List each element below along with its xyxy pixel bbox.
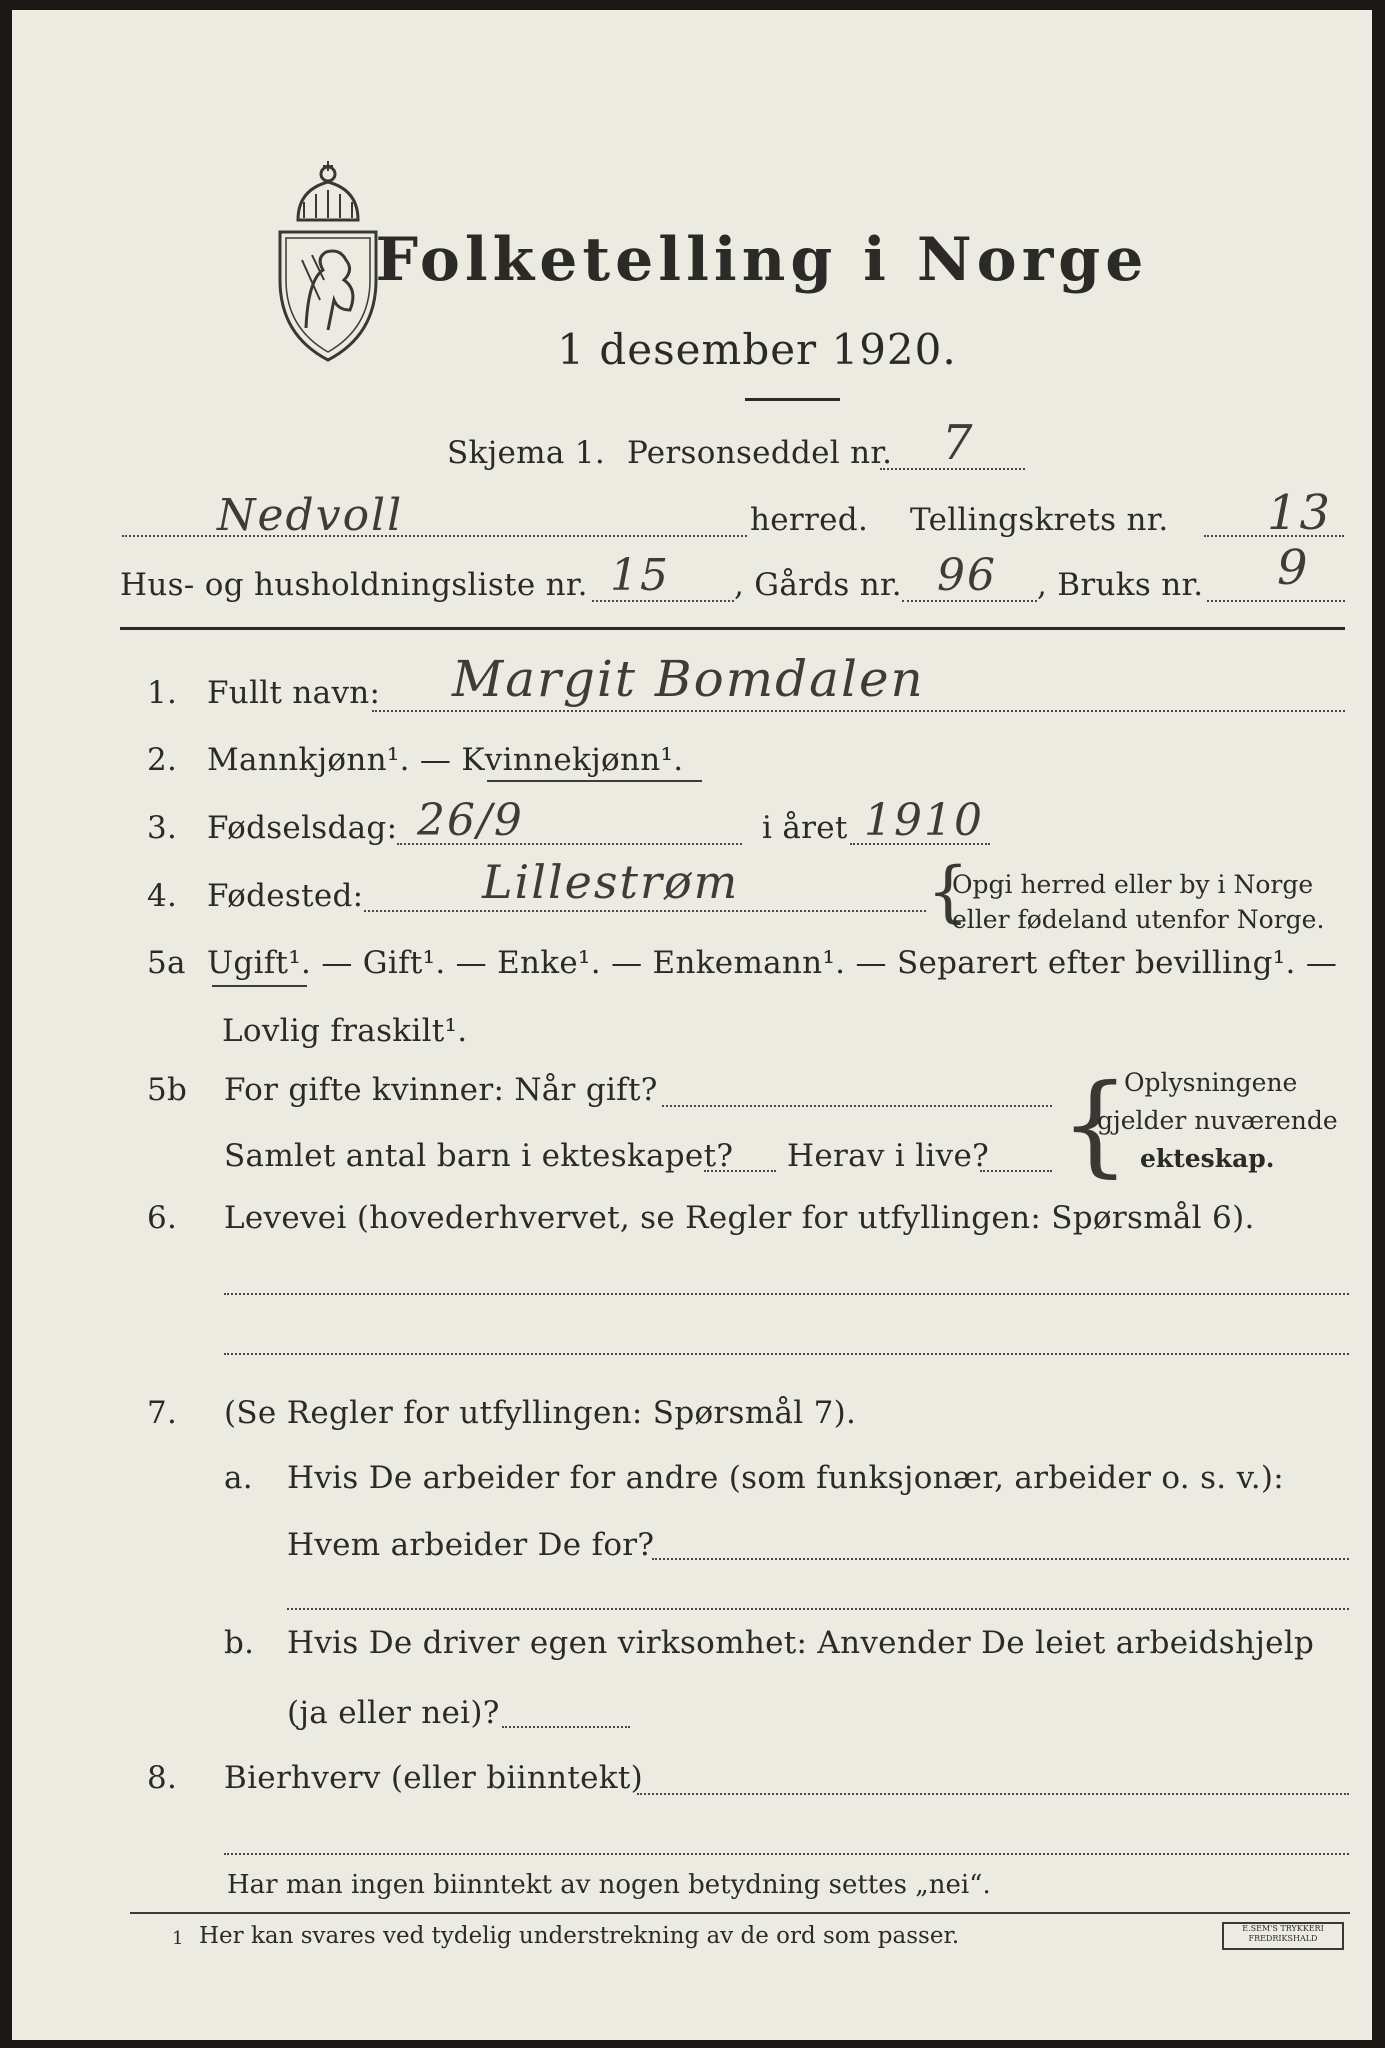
q3-label: Fødselsdag:	[207, 810, 398, 846]
form-title: Folketelling i Norge	[375, 225, 1149, 295]
herred-line	[122, 535, 747, 537]
q7b-text: Hvis De driver egen virksomhet: Anvender De leiet arbeidshjelp	[287, 1625, 1315, 1661]
footnote-mark: 1	[172, 1928, 184, 1949]
footnote-rule	[130, 1912, 1350, 1914]
q4-note-bracket: {	[927, 853, 969, 930]
children-count-line[interactable]	[704, 1170, 776, 1172]
q7-number: 7.	[147, 1395, 178, 1431]
tellingskrets-value[interactable]: 13	[1267, 485, 1333, 541]
q5b-note-bracket: {	[1060, 1060, 1130, 1188]
q1-line	[372, 710, 1345, 712]
q3-year-label: i året	[762, 810, 848, 846]
full-name-value[interactable]: Margit Bomdalen	[452, 650, 925, 708]
birthplace-line	[364, 910, 926, 912]
hus-label: Hus- og husholdningsliste nr.	[120, 567, 588, 603]
q4-note-line2: eller fødeland utenfor Norge.	[952, 905, 1325, 934]
q5b-note-line3: ekteskap.	[1140, 1144, 1275, 1173]
q4-number: 4.	[147, 878, 178, 914]
q5b-alive-label: Herav i live?	[787, 1138, 990, 1174]
birthplace-value[interactable]: Lillestrøm	[482, 855, 740, 909]
q7b-letter: b.	[224, 1625, 255, 1661]
q3-number: 3.	[147, 810, 178, 846]
q8-text: Bierhverv (eller biinntekt)	[224, 1760, 644, 1796]
employer-line-2[interactable]	[287, 1608, 1349, 1610]
census-date: 1 desember 1920.	[557, 325, 957, 374]
birthday-value[interactable]: 26/9	[417, 795, 524, 846]
q7a-text: Hvis De arbeider for andre (som funksjonær, arbeider o. s. v.):	[287, 1460, 1285, 1496]
bruks-value[interactable]: 9	[1277, 540, 1310, 596]
gender-underline	[487, 780, 702, 782]
q6-text: Levevei (hovederhvervet, se Regler for utfyllingen: Spørsmål 6).	[224, 1200, 1255, 1236]
q5b-note-line2: gjelder nuværende	[1097, 1106, 1338, 1135]
birthyear-value[interactable]: 1910	[864, 795, 984, 846]
bruks-label: , Bruks nr.	[1037, 567, 1204, 603]
tellingskrets-label: Tellingskrets nr.	[910, 502, 1169, 538]
occupation-line-2[interactable]	[224, 1353, 1349, 1355]
marital-status-options[interactable]: Ugift¹. — Gift¹. — Enke¹. — Enkemann¹. — Separert efter bevilling¹. —	[207, 945, 1338, 981]
title-divider	[745, 398, 840, 401]
q4-label: Fødested:	[207, 878, 364, 914]
q1-label: Fullt navn:	[207, 675, 381, 711]
marital-underline	[212, 985, 307, 987]
personseddel-label: Personseddel nr.	[627, 435, 893, 471]
footnote-text: Her kan svares ved tydelig understrekning av de ord som passer.	[199, 1923, 960, 1949]
q5a-number: 5a	[147, 945, 186, 981]
q4-note-line1: Opgi herred eller by i Norge	[952, 870, 1314, 899]
children-alive-line[interactable]	[980, 1170, 1052, 1172]
herred-value[interactable]: Nedvoll	[217, 490, 404, 541]
divorced-option[interactable]: Lovlig fraskilt¹.	[222, 1013, 468, 1049]
occupation-line-1[interactable]	[224, 1293, 1349, 1295]
side-income-line-2[interactable]	[224, 1853, 1349, 1855]
q7-text: (Se Regler for utfyllingen: Spørsmål 7).	[224, 1395, 857, 1431]
printer-stamp: E.SEM'S TRYKKERI FREDRIKSHALD	[1222, 1922, 1344, 1950]
q6-number: 6.	[147, 1200, 178, 1236]
herred-label: herred.	[750, 502, 869, 538]
side-income-line-1[interactable]	[637, 1793, 1349, 1795]
header-rule	[120, 627, 1345, 630]
hired-help-line[interactable]	[502, 1726, 630, 1728]
q5b-note-line1: Oplysningene	[1124, 1068, 1298, 1097]
q8-number: 8.	[147, 1760, 178, 1796]
q7a-employer-label: Hvem arbeider De for?	[287, 1527, 655, 1563]
schema-label: Skjema 1.	[447, 435, 605, 471]
q7b-yes-no-label: (ja eller nei)?	[287, 1695, 500, 1731]
q7a-letter: a.	[224, 1460, 253, 1496]
q5b-line1: For gifte kvinner: Når gift?	[224, 1072, 658, 1108]
gards-label: , Gårds nr.	[734, 567, 902, 603]
q2-number: 2.	[147, 742, 178, 778]
q5b-number: 5b	[147, 1072, 188, 1108]
gards-value[interactable]: 96	[937, 550, 997, 601]
personseddel-value[interactable]: 7	[942, 415, 975, 471]
hus-value[interactable]: 15	[610, 550, 670, 601]
employer-line-1[interactable]	[652, 1558, 1349, 1560]
census-form-sheet	[12, 10, 1372, 2040]
q8-note: Har man ingen biinntekt av nogen betydning settes „nei“.	[227, 1870, 991, 1900]
bruks-line	[1207, 600, 1345, 602]
married-when-line[interactable]	[662, 1105, 1052, 1107]
q1-number: 1.	[147, 675, 178, 711]
q5b-children-label: Samlet antal barn i ekteskapet?	[224, 1138, 734, 1174]
gender-options[interactable]: Mannkjønn¹. — Kvinnekjønn¹.	[207, 742, 684, 778]
